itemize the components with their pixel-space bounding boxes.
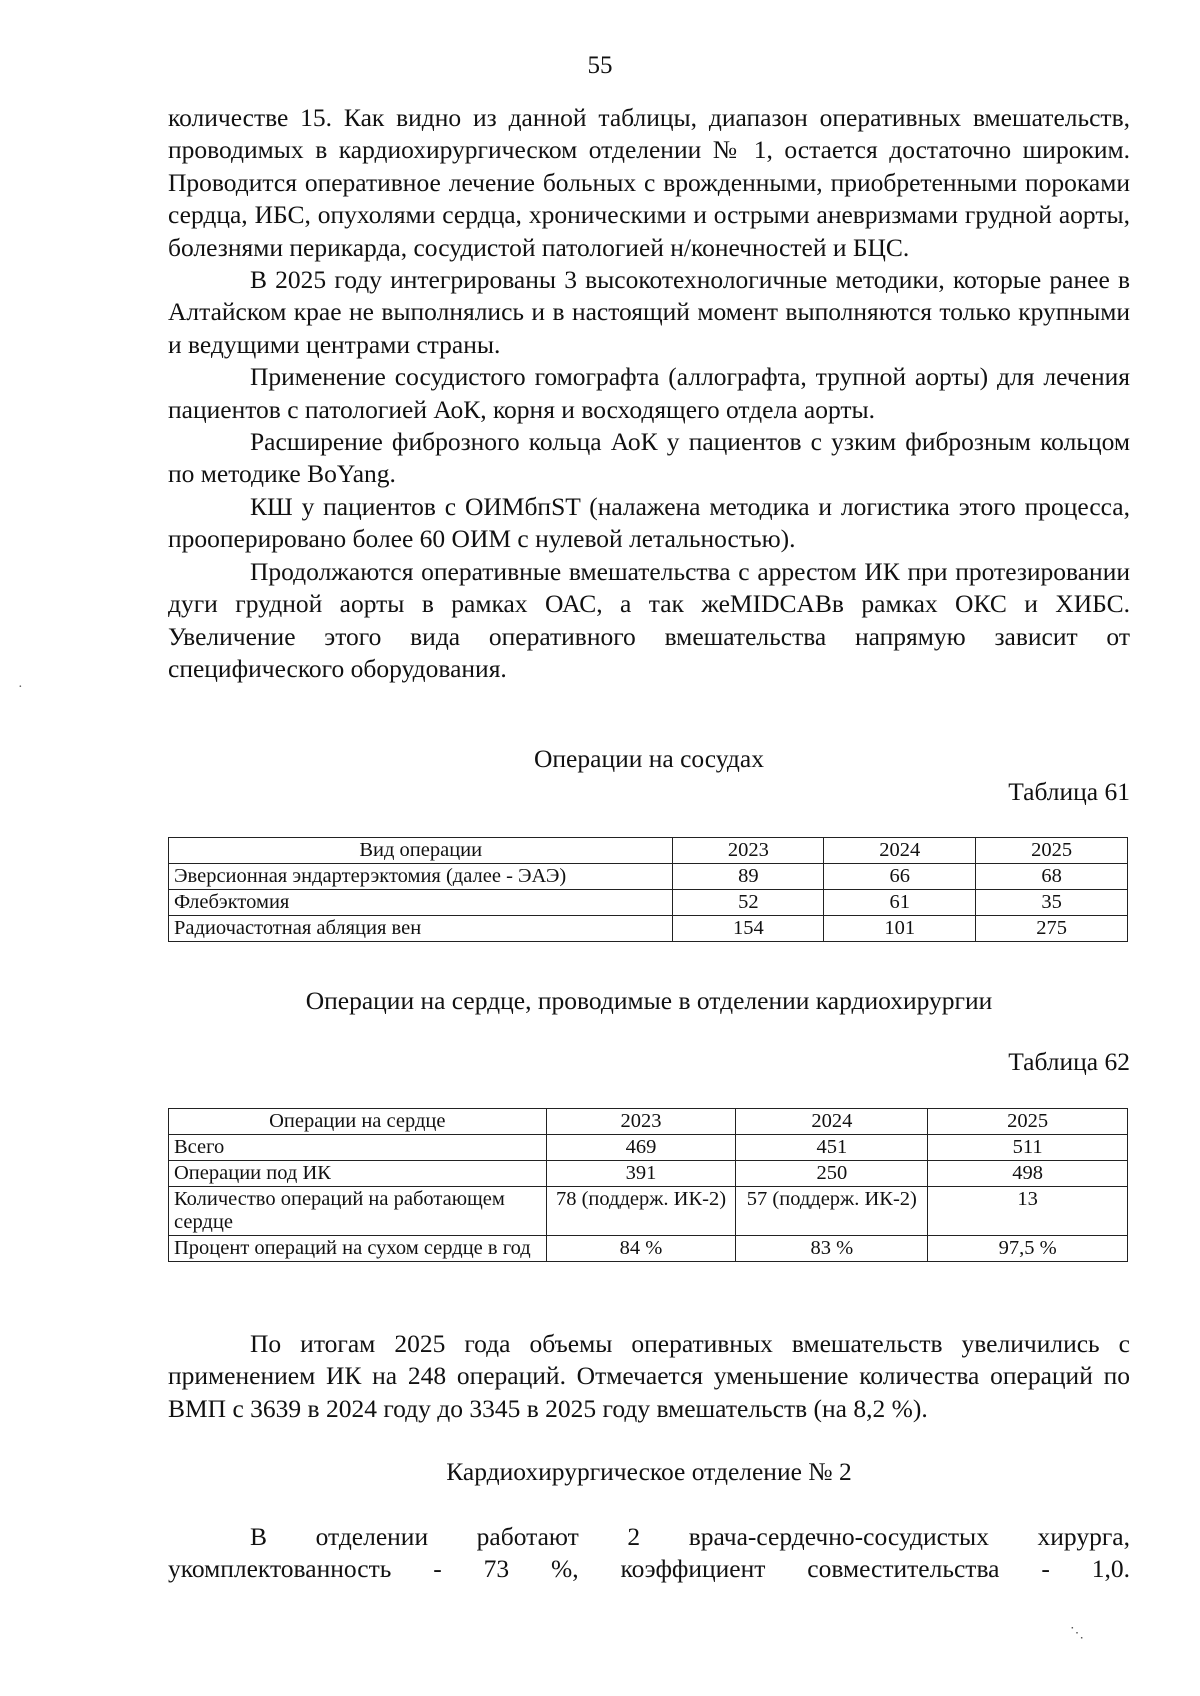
table-cell: Количество операций на работающем сердце (169, 1187, 547, 1236)
table-cell: 61 (824, 890, 976, 916)
dept2-text (168, 1521, 1130, 1586)
table-cell: 154 (673, 916, 824, 942)
paragraph: количестве 15. Как видно из данной таблицы, диапазон оперативных вмешательств, проводимых в кардиохирургическом отделении № 1, остается достаточно широким. Проводится оперативное лечение больных с врожденными, приобретенными пороками сердца, ИБС, опухолями сердца, хроническими и острыми аневризмами грудной аорты, болезнями перикарда, сосудистой патологией н/конечностей и БЦС. (168, 103, 1130, 262)
table-row (169, 864, 1128, 890)
table-cell: 68 (976, 864, 1128, 890)
table-header-row (169, 838, 1128, 864)
summary-text (168, 1328, 1130, 1425)
intro-text (168, 102, 1130, 685)
table61-number: Таблица 61 (1008, 777, 1130, 806)
column-header: 2023 (673, 838, 824, 864)
table-cell: 13 (928, 1187, 1128, 1236)
table-cell: Процент операций на сухом сердце в год (169, 1236, 547, 1262)
table-cell: Всего (169, 1135, 547, 1161)
scan-speck: ⋱ (1070, 1626, 1084, 1641)
table-cell: Флебэктомия (169, 890, 673, 916)
table-cell: 84 % (546, 1236, 736, 1262)
table-cell: Радиочастотная абляция вен (169, 916, 673, 942)
table-cell: 35 (976, 890, 1128, 916)
column-header: 2025 (976, 838, 1128, 864)
table62-number: Таблица 62 (1008, 1047, 1130, 1076)
table-cell: 250 (736, 1161, 928, 1187)
table-cell: 511 (928, 1135, 1128, 1161)
page-number: 55 (587, 52, 613, 79)
table-cell: 78 (поддерж. ИК-2) (546, 1187, 736, 1236)
table-row (169, 1135, 1128, 1161)
column-header: 2025 (928, 1109, 1128, 1135)
table-cell: 97,5 % (928, 1236, 1128, 1262)
paragraph: Расширение фиброзного кольца АоК у пациентов с узким фиброзным кольцом по методике BoYang. (168, 427, 1130, 489)
table-row (169, 1187, 1128, 1236)
table-cell: 451 (736, 1135, 928, 1161)
table-row (169, 1236, 1128, 1262)
table-cell: 66 (824, 864, 976, 890)
table-cell: Эверсионная эндартерэктомия (далее - ЭАЭ) (169, 864, 673, 890)
paragraph: Применение сосудистого гомографта (аллографта, трупной аорты) для лечения пациентов с патологией АоК, корня и восходящего отдела аорты. (168, 362, 1130, 424)
paragraph: КШ у пациентов с ОИМбпST (налажена методика и логистика этого процесса, прооперировано более 60 ОИМ с нулевой летальностью). (168, 491, 1130, 554)
table61-caption: Операции на сосудах (534, 744, 764, 773)
paragraph: В отделении работают 2 врача-сердечно-сосудистых хирурга, укомплектованность - 73 %, коэффициент совместительства - 1,0. (168, 1522, 1130, 1584)
table-cell: 83 % (736, 1236, 928, 1262)
table-cell: Операции под ИК (169, 1161, 547, 1187)
column-header: Операции на сердце (169, 1109, 547, 1135)
column-header: 2024 (736, 1109, 928, 1135)
table-header-row (169, 1109, 1128, 1135)
table61 (168, 837, 1128, 942)
table-row (169, 916, 1128, 942)
table-cell: 89 (673, 864, 824, 890)
paragraph: По итогам 2025 года объемы оперативных вмешательств увеличились с применением ИК на 248 операций. Отмечается уменьшение количества операций по ВМП с 3639 в 2024 году до 3345 в 2025 году вмешательств (на 8,2 %). (168, 1329, 1130, 1423)
table-cell: 469 (546, 1135, 736, 1161)
table-cell: 275 (976, 916, 1128, 942)
column-header: 2023 (546, 1109, 736, 1135)
column-header: 2024 (824, 838, 976, 864)
table62-caption: Операции на сердце, проводимые в отделении кардиохирургии (305, 986, 993, 1015)
table-cell: 101 (824, 916, 976, 942)
table-cell: 52 (673, 890, 824, 916)
paragraph: В 2025 году интегрированы 3 высокотехнологичные методики, которые ранее в Алтайском крае не выполнялись и в настоящий момент выполняются только крупными и ведущими центрами страны. (168, 265, 1130, 359)
table-cell: 498 (928, 1161, 1128, 1187)
column-header: Вид операции (169, 838, 673, 864)
table62 (168, 1108, 1128, 1262)
scan-speck: · (18, 680, 23, 695)
table-cell: 391 (546, 1161, 736, 1187)
table-row (169, 1161, 1128, 1187)
table-row (169, 890, 1128, 916)
table-cell: 57 (поддерж. ИК-2) (736, 1187, 928, 1236)
paragraph: Продолжаются оперативные вмешательства с аррестом ИК при протезировании дуги грудной аорты в рамках ОАС, а так жеMIDCABв рамках ОКС и ХИБС. Увеличение этого вида оперативного вмешательства напрямую зависит от специфического оборудования. (168, 556, 1130, 683)
section-heading: Кардиохирургическое отделение № 2 (446, 1457, 852, 1486)
